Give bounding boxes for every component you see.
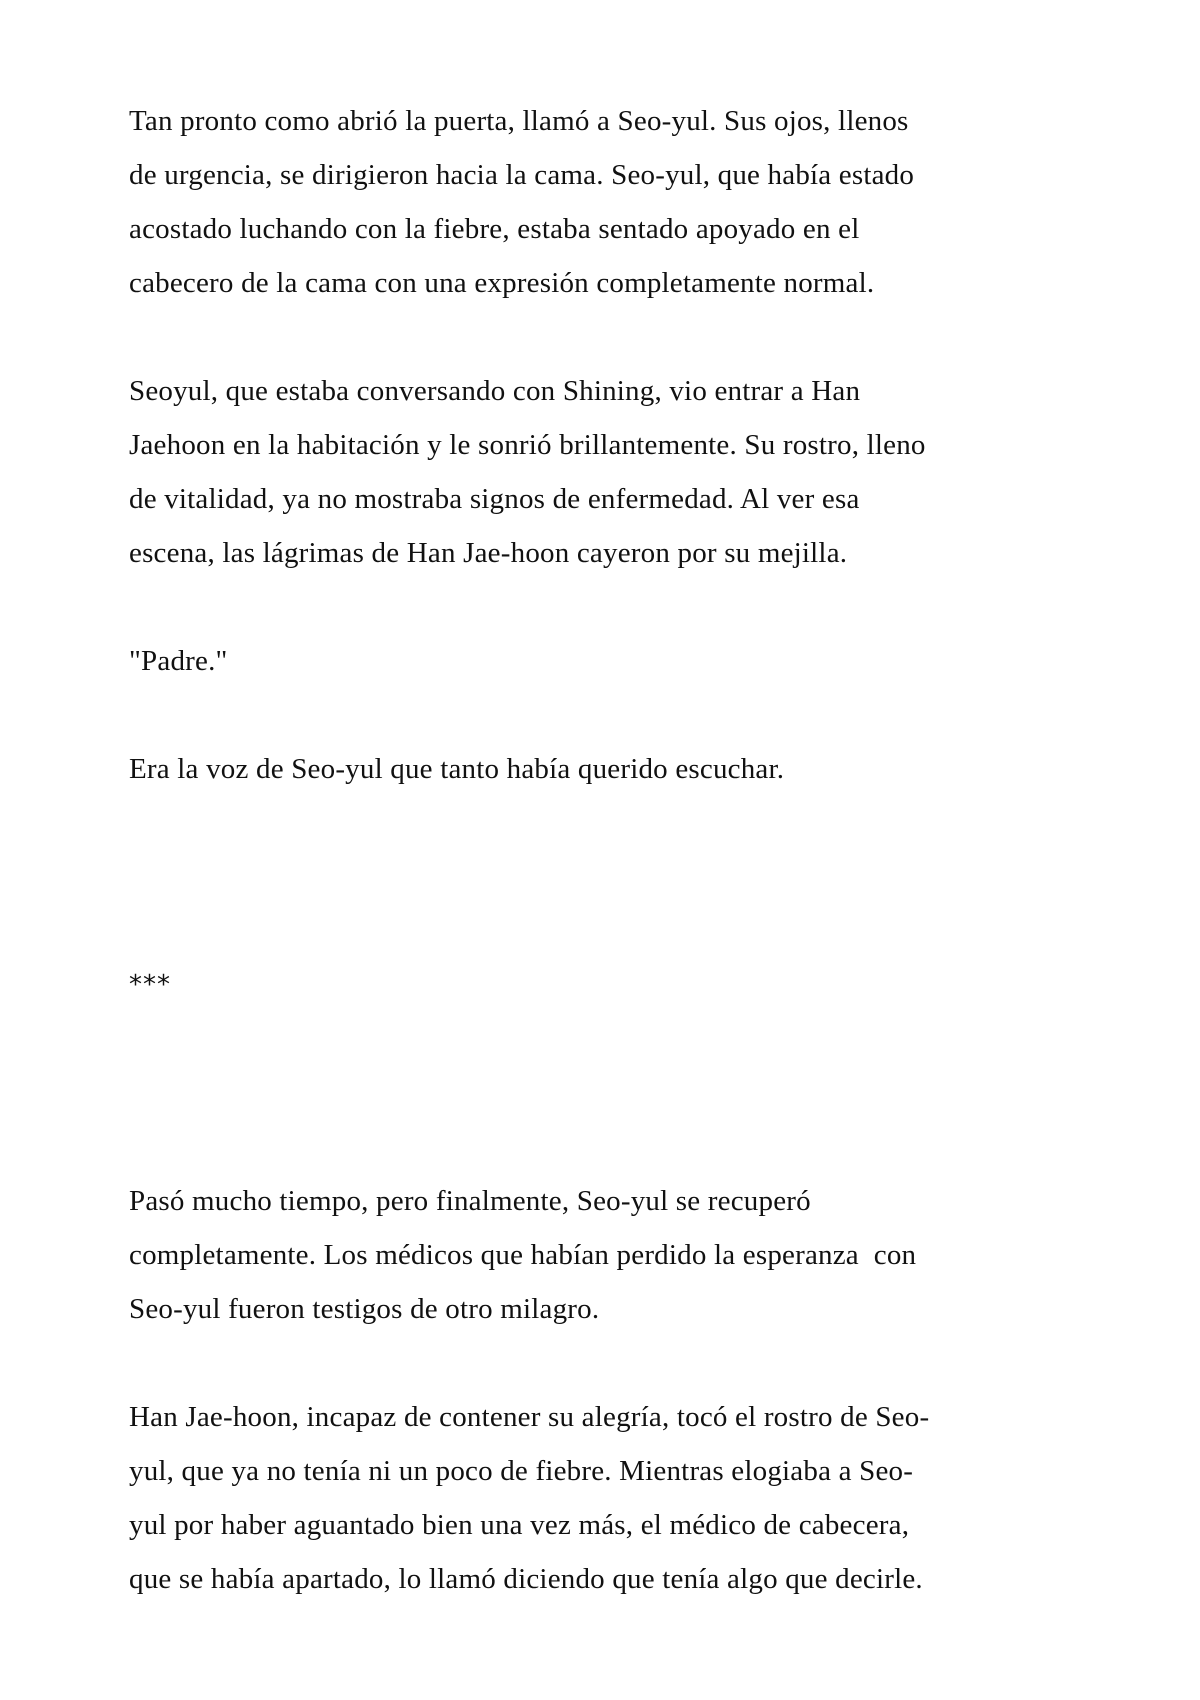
text-line: Seoyul, que estaba conversando con Shining, vio entrar a Han <box>129 375 861 407</box>
text-line: acostado luchando con la fiebre, estaba sentado apoyado en el <box>129 213 860 245</box>
text-line: completamente. Los médicos que habían perdido la esperanza con <box>129 1239 917 1271</box>
text-line: cabecero de la cama con una expresión completamente normal. <box>129 267 875 299</box>
text-line: Tan pronto como abrió la puerta, llamó a Seo-yul. Sus ojos, llenos <box>129 105 909 137</box>
blank-line <box>129 1120 1089 1174</box>
blank-line <box>129 1066 1089 1120</box>
paragraph-dialogue <box>129 634 1089 688</box>
paragraph-5 <box>129 1390 1089 1606</box>
text-line: "Padre." <box>129 645 228 677</box>
text-line: yul por haber aguantado bien una vez más, el médico de cabecera, <box>129 1509 910 1541</box>
paragraph-4 <box>129 1174 1089 1336</box>
text-line: Jaehoon en la habitación y le sonrió brillantemente. Su rostro, lleno <box>129 429 926 461</box>
blank-line <box>129 796 1089 850</box>
text-line: Pasó mucho tiempo, pero finalmente, Seo-yul se recuperó <box>129 1185 811 1217</box>
document-body <box>129 94 1089 1660</box>
text-line: Han Jae-hoon, incapaz de contener su alegría, tocó el rostro de Seo- <box>129 1401 930 1433</box>
text-line: de vitalidad, ya no mostraba signos de enfermedad. Al ver esa <box>129 483 860 515</box>
paragraph-3 <box>129 742 1089 796</box>
text-line: Seo-yul fueron testigos de otro milagro. <box>129 1293 600 1325</box>
text-line: escena, las lágrimas de Han Jae-hoon cayeron por su mejilla. <box>129 537 848 569</box>
text-line: yul, que ya no tenía ni un poco de fiebre. Mientras elogiaba a Seo- <box>129 1455 914 1487</box>
text-line: de urgencia, se dirigieron hacia la cama. Seo-yul, que había estado <box>129 159 915 191</box>
blank-line <box>129 850 1089 904</box>
text-line: que se había apartado, lo llamó diciendo que tenía algo que decirle. <box>129 1563 923 1595</box>
paragraph-2 <box>129 364 1089 580</box>
text-line: Era la voz de Seo-yul que tanto había querido escuchar. <box>129 753 785 785</box>
paragraph-1 <box>129 94 1089 310</box>
scene-separator: *** <box>129 970 171 1000</box>
blank-line <box>129 904 1089 958</box>
